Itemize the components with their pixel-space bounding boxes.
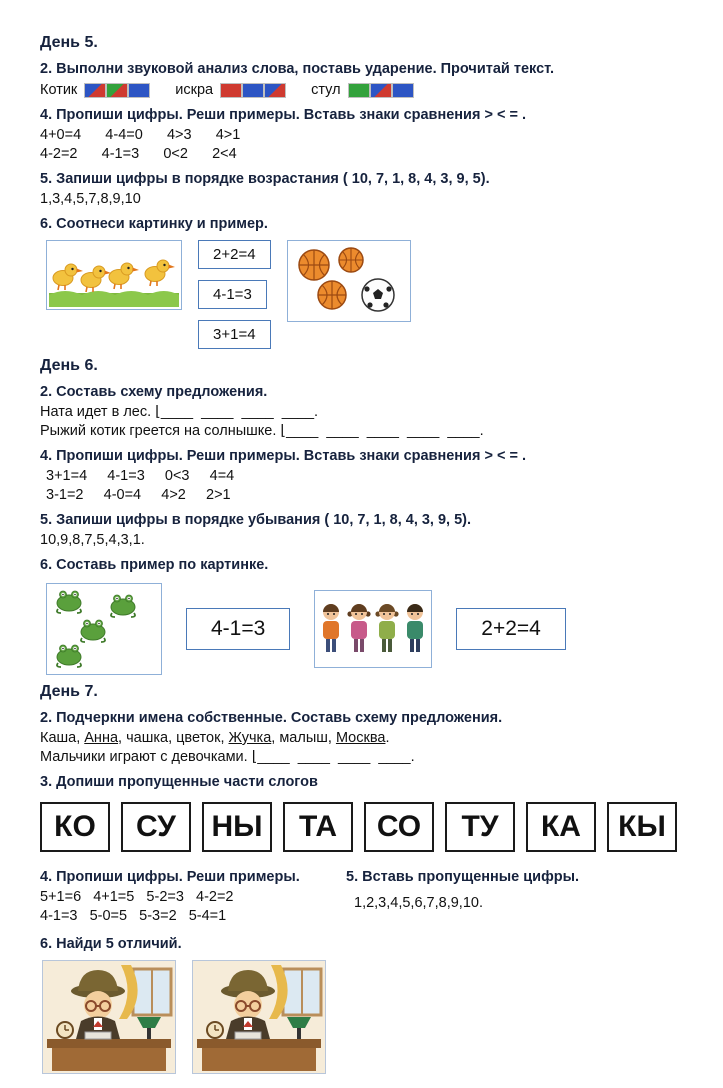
word-part: , малыш,: [271, 730, 336, 746]
day7-task5-label: 5. Вставь пропущенные цифры.: [346, 869, 580, 885]
syllable-box: КЫ: [607, 802, 677, 852]
day6-section: [40, 357, 697, 675]
word-part: Жучка: [228, 730, 272, 746]
day7-section: [40, 683, 697, 1074]
sentence-1-scheme: ⌊____ ____ ____ ____.: [155, 404, 319, 420]
children-svg: [317, 593, 429, 665]
sound-word-stul: стул: [311, 82, 341, 98]
word-part: , чашка, цветок,: [118, 730, 229, 746]
equation-box-2plus2: 2+2=4: [198, 240, 271, 269]
day7-task5-answer: 1,2,3,4,5,6,7,8,9,10.: [354, 895, 483, 911]
day5-equations-row-1: 4+0=4 4-4=0 4>3 4>1: [40, 127, 241, 143]
day6-sentence-1: [40, 404, 697, 420]
children-equation-box: 2+2=4: [456, 608, 566, 650]
sentence-2-text: Рыжий котик греется на солнышке.: [40, 423, 277, 439]
ducklings-image: [46, 240, 182, 310]
day6-task5-answer: 10,9,8,7,5,4,3,1.: [40, 532, 145, 548]
detective-image-right: [192, 960, 326, 1074]
day7-task3-label: 3. Допиши пропущенные части слогов: [40, 774, 318, 790]
children-image: [314, 590, 432, 668]
day6-sentence-2: [40, 423, 697, 439]
day5-section: [40, 34, 697, 349]
detective-right-svg: [193, 961, 325, 1073]
day5-task6-label: 6. Соотнеси картинку и пример.: [40, 216, 268, 232]
sound-scheme-stul: [349, 84, 413, 97]
day7-equations-row-2: 4-1=3 5-0=5 5-3=2 5-4=1: [40, 908, 227, 924]
find-differences-row: [42, 960, 697, 1074]
sentence-text: Мальчики играют с девочками.: [40, 749, 248, 765]
day5-equation-boxes: [198, 240, 271, 349]
day6-equations-row-2: 3-1=2 4-0=4 4>2 2>1: [46, 487, 231, 503]
day6-task2-label: 2. Составь схему предложения.: [40, 384, 268, 400]
syllable-box: КА: [526, 802, 596, 852]
proper-nouns-line: [40, 730, 697, 746]
sentence-scheme: ⌊____ ____ ____ ____.: [251, 749, 415, 765]
day7-task4-label: 4. Пропиши цифры. Реши примеры.: [40, 869, 300, 885]
day5-match-row: [46, 240, 697, 349]
day5-task4-label: 4. Пропиши цифры. Реши примеры. Вставь знаки сравнения > < = .: [40, 107, 526, 123]
sound-scheme-iskra: [221, 84, 285, 97]
day7-equations-row-1: 5+1=6 4+1=5 5-2=3 4-2=2: [40, 889, 234, 905]
day6-task4-label: 4. Пропиши цифры. Реши примеры. Вставь знаки сравнения > < = .: [40, 448, 526, 464]
day7-task6-label: 6. Найди 5 отличий.: [40, 936, 182, 952]
day6-title: День 6.: [40, 357, 98, 374]
day7-task4-column: [40, 860, 342, 927]
day6-task5-label: 5. Запиши цифры в порядке убывания ( 10, 7, 1, 8, 4, 3, 9, 5).: [40, 512, 472, 528]
detective-left-svg: [43, 961, 175, 1073]
syllables-row: [40, 802, 697, 852]
day7-sentence: [40, 749, 697, 765]
day6-task6-label: 6. Составь пример по картинке.: [40, 557, 269, 573]
syllable-box: КО: [40, 802, 110, 852]
equation-box-4minus1: 4-1=3: [198, 280, 267, 309]
ducklings-svg: [49, 243, 179, 307]
day6-picture-row: [46, 583, 697, 675]
day7-task2-label: 2. Подчеркни имена собственные. Составь схему предложения.: [40, 710, 503, 726]
sound-scheme-kotik: [85, 84, 149, 97]
balls-image: [287, 240, 411, 322]
frogs-equation-box: 4-1=3: [186, 608, 290, 650]
day7-bottom-columns: [40, 860, 697, 927]
word-part: Каша,: [40, 730, 85, 746]
day7-task5-column: [342, 860, 697, 927]
detective-image-left: [42, 960, 176, 1074]
sound-word-iskra: искра: [175, 82, 214, 98]
day5-task5-answer: 1,3,4,5,7,8,9,10: [40, 191, 141, 207]
day5-equations-row-2: 4-2=2 4-1=3 0<2 2<4: [40, 146, 237, 162]
day6-equations-row-1: 3+1=4 4-1=3 0<3 4=4: [46, 468, 235, 484]
syllable-box: ТА: [283, 802, 353, 852]
day5-task2-label: 2. Выполни звуковой анализ слова, поставь ударение. Прочитай текст.: [40, 61, 555, 77]
equation-box-3plus1: 3+1=4: [198, 320, 271, 349]
day5-task5-label: 5. Запиши цифры в порядке возрастания ( 10, 7, 1, 8, 4, 3, 9, 5).: [40, 171, 490, 187]
frogs-image: [46, 583, 162, 675]
day5-sound-analysis-row: [40, 82, 697, 98]
word-part: .: [385, 730, 390, 746]
frogs-svg: [49, 586, 159, 672]
sentence-2-scheme: ⌊____ ____ ____ ____ ____.: [280, 423, 484, 439]
syllable-box: СУ: [121, 802, 191, 852]
day7-title: День 7.: [40, 683, 98, 700]
syllable-box: НЫ: [202, 802, 272, 852]
syllable-box: СО: [364, 802, 434, 852]
word-part: Анна: [84, 730, 119, 746]
sound-word-kotik: Котик: [40, 82, 78, 98]
sentence-1-text: Ната идет в лес.: [40, 404, 152, 420]
day5-title: День 5.: [40, 34, 98, 51]
balls-svg: [290, 243, 408, 319]
syllable-box: ТУ: [445, 802, 515, 852]
word-part: Москва: [335, 730, 386, 746]
